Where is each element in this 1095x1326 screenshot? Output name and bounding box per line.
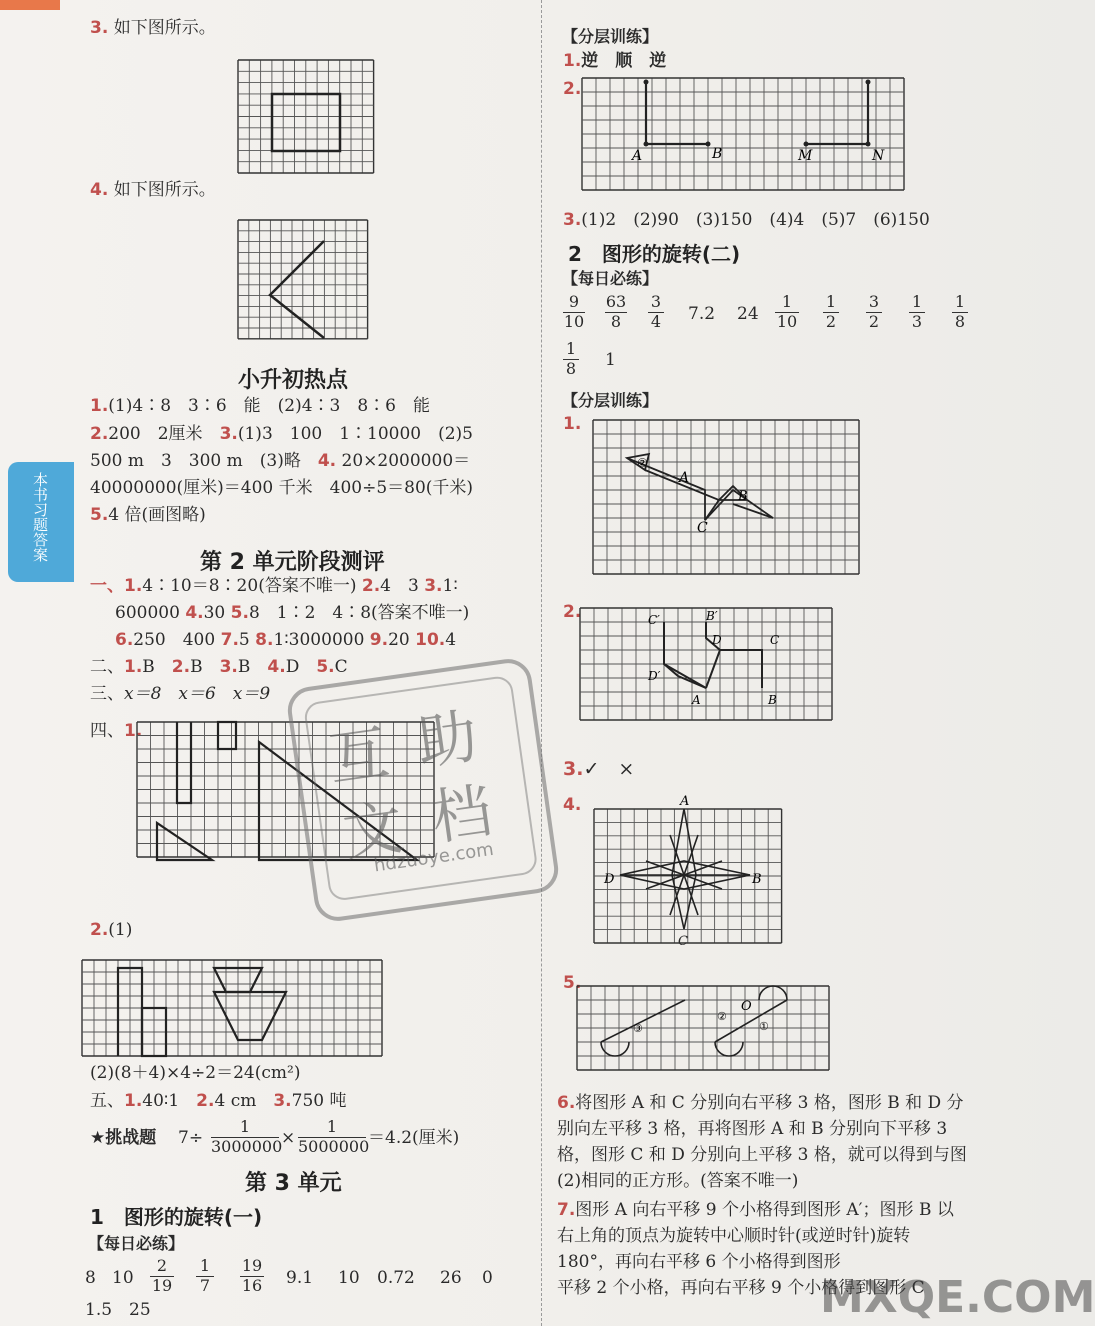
stamp-url: hdzuoye.com (372, 838, 496, 877)
grid-q4 (238, 220, 368, 338)
rot2-label-b: B (768, 693, 777, 707)
r3b: 3.✓ × (563, 758, 635, 780)
stamp (285, 656, 561, 924)
daily2-frac-8: 1 8 (563, 341, 579, 378)
watermark: MXQE.COM (820, 1272, 1095, 1323)
r2-label-a: A (632, 148, 643, 164)
rot2-label-d: D (712, 633, 722, 647)
side-tab-label: 本书习题答案 (31, 472, 49, 562)
daily1-v0: 8 (85, 1268, 96, 1288)
rot1-label-a: A (679, 470, 690, 486)
rot2-num: 2. (563, 602, 582, 622)
daily1-frac-1: 1 7 (196, 1258, 214, 1295)
grid-r5 (577, 976, 833, 1070)
daily2-frac-1: 63 8 (605, 292, 627, 331)
daily1-v4: 0.72 (377, 1268, 415, 1288)
stamp-char-1: 互 (324, 717, 394, 796)
r6-line-2: 格，图形 C 和 D 分别向上平移 3 格，就可以得到与图 (557, 1145, 967, 1165)
r5-line-1 (601, 1000, 685, 1042)
angle-shape (270, 241, 324, 338)
layer-2-label: 【分层训练】 (562, 391, 659, 410)
rot1-num: 1. (563, 414, 582, 434)
sub-rotation-1: 1 图形的旋转(一) (90, 1205, 263, 1229)
challenge-label: ★挑战题 (90, 1128, 157, 1148)
grid-rot1 (593, 420, 859, 582)
rot2-label-bp: B′ (706, 609, 718, 623)
daily2-frac-0: 9 10 (563, 292, 585, 331)
left-q4: 4. 如下图所示。 (90, 180, 216, 200)
r5-label-1: ① (759, 1020, 769, 1033)
r7-line-2: 180°，再向右平移 6 个小格得到图形 (557, 1252, 841, 1272)
r4-label-a: A (680, 794, 690, 809)
stamp-char-3: 文 (338, 792, 408, 871)
r5-num: 5. (563, 973, 582, 993)
heading-unit2: 第 2 单元阶段测评 (200, 550, 385, 575)
daily2-v1: 24 (737, 304, 759, 324)
daily2-frac-6: 1 3 (909, 294, 925, 331)
r2-label-b: B (712, 146, 723, 162)
daily1-v1: 10 (112, 1268, 134, 1288)
r4-label-d: D (604, 872, 615, 887)
challenge-mid: × (281, 1128, 296, 1148)
challenge-frac-1: 1 3000000 (211, 1117, 283, 1156)
rot2-label-c: C (770, 633, 780, 647)
r6-line-1: 别向左平移 3 格，再将图形 A 和 B 分别向下平移 3 (557, 1119, 948, 1139)
xsc-line-2: 2.200 2厘米 3.(1)3 100 1∶10000 (2)5 (90, 424, 473, 444)
grid-q2 (82, 960, 382, 1056)
wu-line: 五、1.40∶1 2.4 cm 3.750 吨 (90, 1091, 347, 1111)
daily1-v6: 0 (482, 1268, 493, 1288)
daily2-frac-3: 1 10 (776, 292, 798, 331)
side-tab (8, 462, 74, 582)
daily2-frac-7: 1 8 (952, 294, 968, 331)
grid-r4 (590, 795, 780, 935)
stamp-char-4: 档 (427, 776, 497, 854)
page-corner-strip (0, 0, 60, 10)
heading-xsc: 小升初热点 (238, 368, 349, 393)
u2-line-san: 三、x＝8 x＝6 x＝9 (90, 684, 271, 704)
r7-line-1: 右上角的顶点为旋转中心顺时针(或逆时针)旋转 (557, 1226, 911, 1246)
r1: 1.逆 顺 逆 (563, 51, 667, 71)
stamp-char-2: 助 (412, 701, 482, 779)
r6-line-0: 6.将图形 A 和 C 分别向右平移 3 格，图形 B 和 D 分 (557, 1093, 964, 1113)
r2-label-m: M (798, 148, 813, 164)
heading-unit3: 第 3 单元 (245, 1171, 342, 1196)
r5-label-3: ③ (633, 1022, 643, 1035)
r2-num: 2. (563, 79, 582, 99)
daily1-v3: 10 (338, 1268, 360, 1288)
column-divider (541, 0, 542, 1326)
shape-triangle-small (157, 823, 212, 860)
daily1-last: 1.5 25 (85, 1300, 151, 1320)
r4-label-c: C (678, 934, 688, 949)
sub-rotation-2: 2 图形的旋转(二) (568, 242, 741, 266)
r4-label-b: B (752, 872, 762, 887)
rot1-label-b: B (738, 489, 748, 504)
r4-vertical-diamond (672, 809, 696, 929)
rot1-label-circle2: ② (637, 456, 648, 470)
layer-1-label: 【分层训练】 (562, 27, 659, 46)
xsc-line-1: 1.(1)4∶8 3∶6 能 (2)4∶3 8∶6 能 (90, 396, 430, 416)
r4-num: 4. (563, 795, 582, 815)
xsc-line-3: 500 m 3 300 m (3)略 4. 20×2000000＝ (90, 451, 471, 471)
u2-line-er: 二、1.B 2.B 3.B 4.D 5.C (90, 657, 348, 677)
r5-label-o: O (741, 999, 752, 1014)
rot2-label-dp: D′ (648, 669, 661, 683)
r5-label-2: ② (717, 1010, 727, 1023)
r7-line-3: 平移 2 个小格，再向右平移 9 个小格得到图形 C (557, 1278, 925, 1298)
daily-2-label: 【每日必练】 (562, 269, 659, 288)
challenge-pre: 7÷ (178, 1128, 204, 1148)
daily2-frac-4: 1 2 (823, 294, 839, 331)
challenge-post: ＝4.2(厘米) (368, 1128, 460, 1148)
challenge-frac-2: 1 5000000 (298, 1117, 370, 1156)
grid-r2 (582, 78, 912, 186)
r6-line-3: (2)相同的正方形。(答案不唯一) (557, 1171, 799, 1191)
r2-label-n: N (872, 148, 885, 164)
grid-rot2 (580, 608, 832, 728)
grid-q3 (238, 60, 374, 174)
u2-line-si: 四、1. (90, 721, 143, 741)
left-q3: 3. 如下图所示。 (90, 18, 216, 38)
daily2-v2: 1 (605, 350, 616, 370)
daily1-frac-0: 2 19 (151, 1256, 173, 1295)
line-mn (806, 82, 868, 144)
r7-line-0: 7.图形 A 向右平移 9 个小格得到图形 A′；图形 B 以 (557, 1200, 954, 1220)
daily1-v5: 26 (440, 1268, 462, 1288)
xsc-line-5: 5.4 倍(画图略) (90, 505, 206, 525)
daily2-frac-2: 3 4 (648, 294, 664, 331)
rot1-label-c: C (697, 520, 708, 536)
xsc-line-4: 40000000(厘米)＝400 千米 400÷5＝80(千米) (90, 478, 474, 498)
daily-1-label: 【每日必练】 (88, 1234, 185, 1253)
q2-2: (2)(8＋4)×4÷2＝24(cm²) (90, 1063, 301, 1083)
line-ab (646, 82, 708, 144)
daily2-v0: 7.2 (688, 304, 716, 324)
u2-line-1: 一、1.4∶10＝8∶20(答案不唯一) 2.4 3 3.1∶ (90, 576, 458, 596)
rot2-label-a: A (692, 693, 701, 707)
daily1-v2: 9.1 (286, 1268, 314, 1288)
r3: 3.(1)2 (2)90 (3)150 (4)4 (5)7 (6)150 (563, 210, 930, 230)
rot2-label-cp: C′ (648, 613, 660, 627)
daily1-frac-2: 19 16 (241, 1256, 263, 1295)
q2-1: 2.(1) (90, 920, 133, 940)
u2-line-2: 600000 4.30 5.8 1∶2 4∶8(答案不唯一) (115, 603, 470, 623)
u2-line-3: 6.250 400 7.5 8.1∶3000000 9.20 10.4 (115, 630, 457, 650)
daily2-frac-5: 3 2 (866, 294, 882, 331)
